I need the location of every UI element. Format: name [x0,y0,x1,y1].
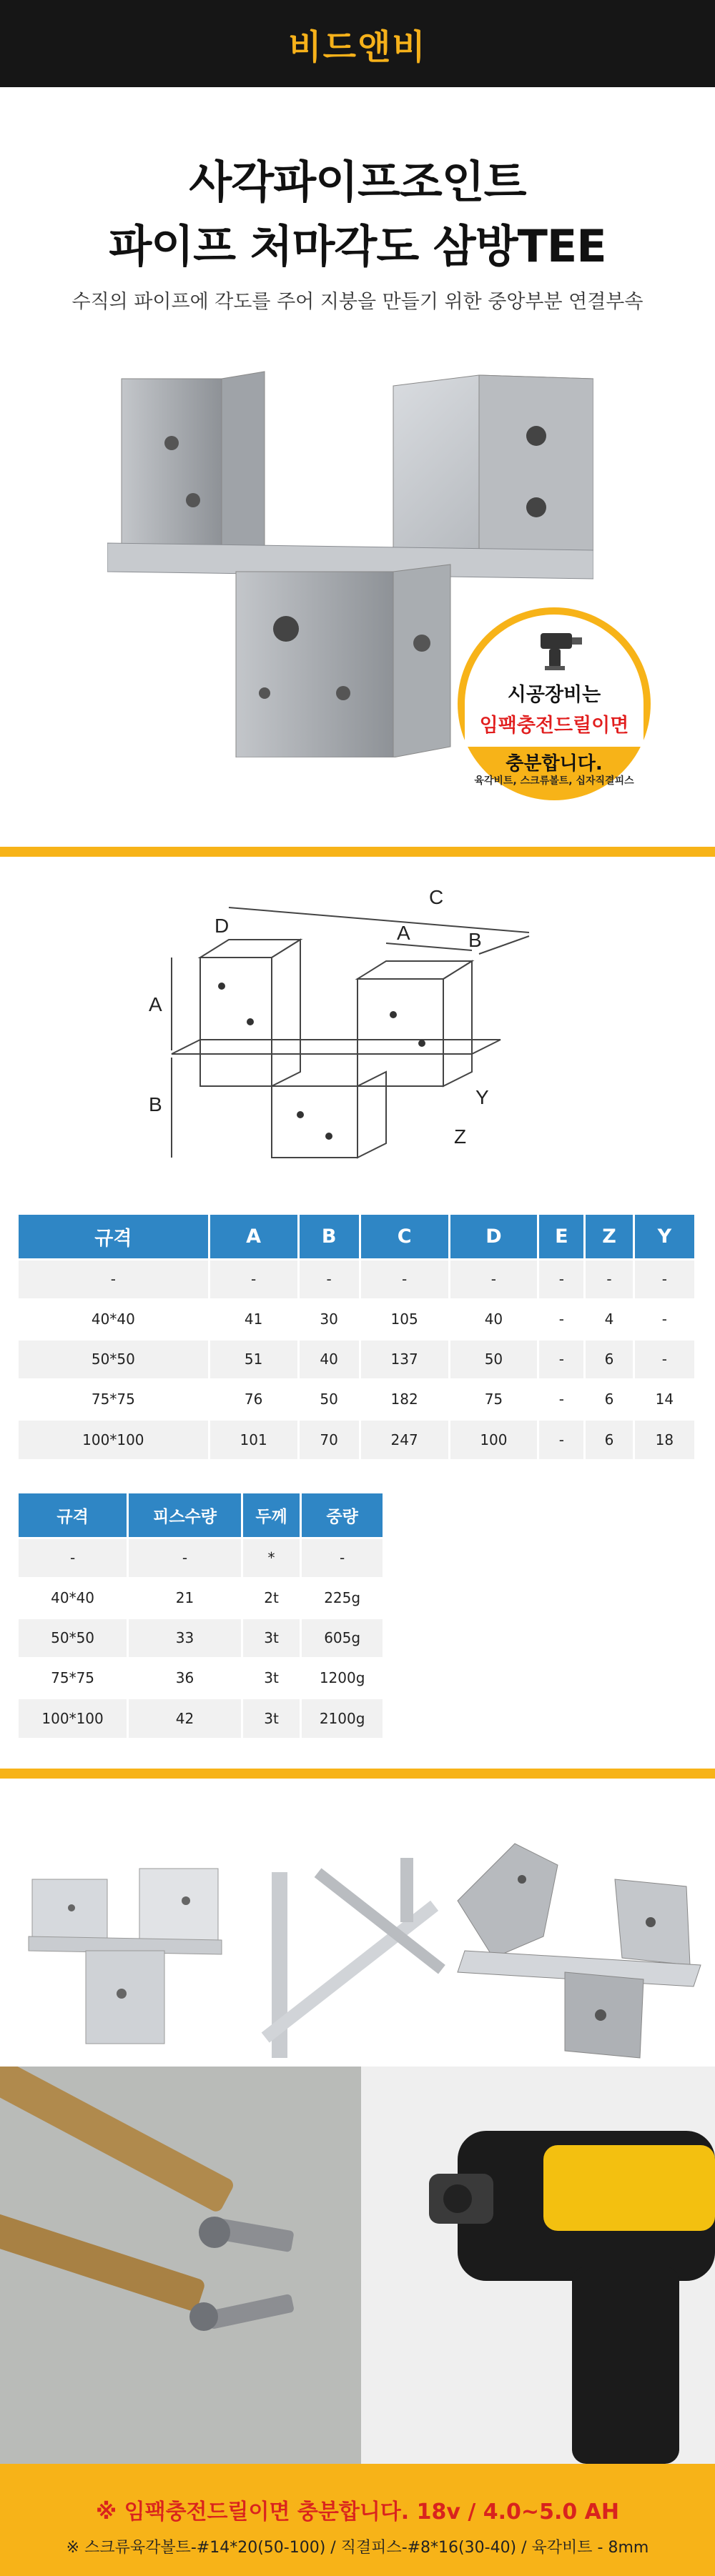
table-cell: 2t [242,1578,300,1618]
table-cell: - [209,1259,298,1299]
table-cell: - [298,1259,360,1299]
table-cell: 6 [585,1379,633,1419]
table-cell: - [538,1419,585,1459]
dimension-diagram [143,879,572,1165]
label-b-left: B [149,1093,162,1115]
table-cell: 6 [585,1419,633,1459]
table-cell: - [633,1339,695,1379]
table-header: D [449,1215,538,1259]
table-cell: 36 [128,1658,242,1698]
label-d: D [214,915,230,937]
table-cell: 137 [360,1339,449,1379]
table-cell: - [633,1259,695,1299]
table-cell: 247 [360,1419,449,1459]
table-cell: - [19,1538,128,1578]
table-cell: 76 [209,1379,298,1419]
label-y: Y [475,1086,489,1108]
badge-text-4: 육각비트, 스크류볼트, 십자직결피스 [474,775,634,787]
table-cell: 40 [449,1299,538,1339]
label-b-top: B [468,929,482,951]
table-row [19,1658,384,1698]
photo-joint-render [29,1869,222,2044]
table-cell: - [538,1339,585,1379]
subtitle: 수직의 파이프에 각도를 주어 지붕을 만들기 위한 중앙부분 연결부속 [72,291,644,313]
table-cell: 40*40 [19,1578,128,1618]
header-bar [0,0,715,87]
spec-table-weight [19,1493,385,1738]
table-cell: 18 [633,1419,695,1459]
table-cell: 14 [633,1379,695,1419]
table-cell: 50*50 [19,1339,209,1379]
table-cell: 605g [301,1618,384,1658]
table-cell: - [585,1259,633,1299]
table-row [19,1698,384,1738]
photo-frame-structure [262,1858,445,2058]
table-cell: 75*75 [19,1658,128,1698]
table-header: 피스수량 [128,1493,242,1538]
table-cell: 40*40 [19,1299,209,1339]
spec-table-dimensions [19,1215,696,1459]
tool-badge [458,607,651,800]
badge-text-2: 임팩충전드릴이면 [479,715,629,737]
table-cell: 3t [242,1658,300,1698]
table-cell: 1200g [301,1658,384,1698]
table-cell: - [19,1259,209,1299]
table-header: A [209,1215,298,1259]
section-divider [0,1769,715,1779]
table-cell: 30 [298,1299,360,1339]
table-cell: 225g [301,1578,384,1618]
table-cell: 105 [360,1299,449,1339]
table-cell: 100 [449,1419,538,1459]
table-row [19,1538,384,1578]
table-cell: 75 [449,1379,538,1419]
table-cell: 100*100 [19,1698,128,1738]
tools-photos [0,2067,715,2464]
table-row [19,1618,384,1658]
table-cell: - [633,1299,695,1339]
table-cell: 101 [209,1419,298,1459]
table-cell: - [538,1379,585,1419]
usage-photos [0,1801,715,2072]
table-header: E [538,1215,585,1259]
label-a-top: A [397,922,410,944]
table-cell: * [242,1538,300,1578]
table-cell: 2100g [301,1698,384,1738]
section-divider [0,847,715,857]
table-cell: 50 [298,1379,360,1419]
table-cell: 4 [585,1299,633,1339]
table-cell: 3t [242,1618,300,1658]
table-cell: - [128,1538,242,1578]
table-cell: - [301,1538,384,1578]
label-a-left: A [149,993,162,1015]
table-header: Z [585,1215,633,1259]
brand-logo: 비드앤비 [288,26,427,67]
table-cell: 51 [209,1339,298,1379]
table-cell: 3t [242,1698,300,1738]
table-header: Y [633,1215,695,1259]
title-line-1: 사각파이프조인트 [189,156,526,208]
table-row [19,1578,384,1618]
table-cell: 33 [128,1618,242,1658]
table-cell: 6 [585,1339,633,1379]
footer-banner [0,2464,715,2576]
table-row [19,1339,696,1379]
table-cell: - [538,1299,585,1339]
footer-line-1: ※ 임팩충전드릴이면 충분합니다. 18v / 4.0~5.0 AH [96,2500,619,2525]
badge-text-3: 충분합니다. [506,753,603,775]
table-header: 규격 [19,1493,128,1538]
table-header: 규격 [19,1215,209,1259]
table-cell: 75*75 [19,1379,209,1419]
table-header: 중량 [301,1493,384,1538]
table-cell: - [360,1259,449,1299]
table-row [19,1299,696,1339]
table-cell: 21 [128,1578,242,1618]
label-c: C [429,886,444,908]
table-cell: 42 [128,1698,242,1738]
table-header: C [360,1215,449,1259]
table-cell: 100*100 [19,1419,209,1459]
table-row [19,1379,696,1419]
photo-joint-real [458,1844,701,2058]
label-z: Z [454,1125,467,1148]
table-row [19,1419,696,1459]
table-row [19,1259,696,1299]
title-line-2: 파이프 처마각도 삼방TEE [109,220,606,272]
table-cell: 40 [298,1339,360,1379]
table-cell: - [538,1259,585,1299]
footer-line-2: ※ 스크류육각볼트-#14*20(50-100) / 직결피스-#8*16(30-40) / 육각비트 - 8mm [66,2539,649,2557]
table-cell: 50*50 [19,1618,128,1658]
table-cell: 70 [298,1419,360,1459]
table-cell: 50 [449,1339,538,1379]
table-header: B [298,1215,360,1259]
badge-text-1: 시공장비는 [507,684,601,706]
table-cell: - [449,1259,538,1299]
table-header: 두께 [242,1493,300,1538]
table-cell: 182 [360,1379,449,1419]
table-cell: 41 [209,1299,298,1339]
drill-icon [536,629,586,672]
